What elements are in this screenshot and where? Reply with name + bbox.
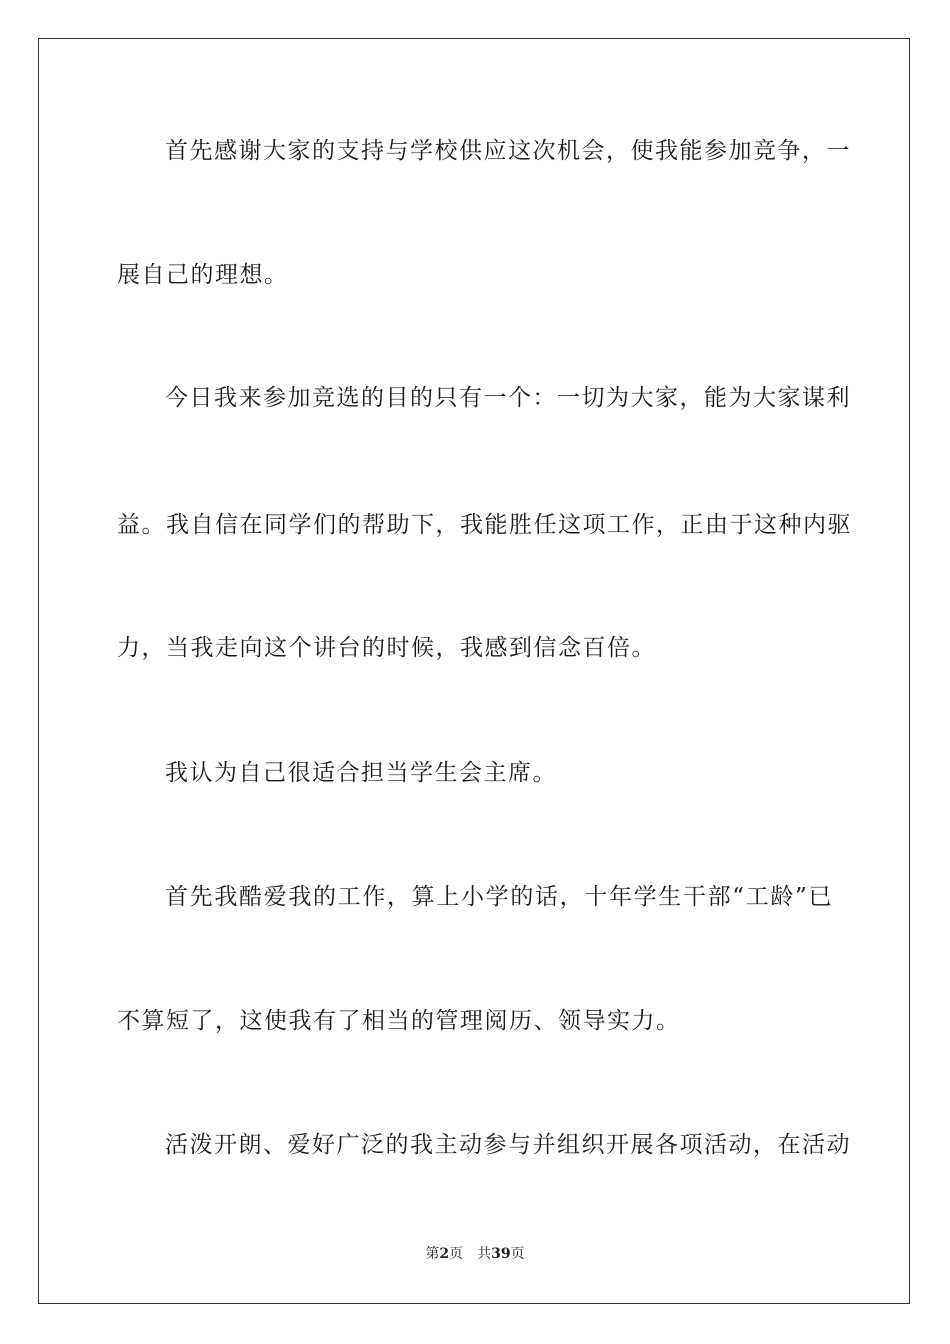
paragraph-line-3: 今日我来参加竞选的目的只有一个：一切为大家，能为大家谋利	[165, 385, 851, 411]
paragraph-line-1: 首先感谢大家的支持与学校供应这次机会，使我能参加竞争，一	[165, 138, 851, 164]
paragraph-line-6: 我认为自己很适合担当学生会主席。	[165, 760, 557, 786]
page-border	[38, 38, 910, 1304]
footer-page-suffix: 页	[449, 1246, 464, 1262]
paragraph-line-7: 首先我酷爱我的工作，算上小学的话，十年学生干部“工龄”已	[165, 884, 833, 910]
paragraph-line-8: 不算短了，这使我有了相当的管理阅历、领导实力。	[117, 1008, 681, 1034]
footer-page-prefix: 第	[425, 1246, 440, 1262]
footer-page-number: 2	[439, 1246, 450, 1262]
page-footer	[0, 1244, 950, 1264]
paragraph-line-2: 展自己的理想。	[117, 262, 289, 288]
footer-total-prefix: 共	[477, 1246, 492, 1262]
footer-total-suffix: 页	[510, 1246, 525, 1262]
footer-total-pages: 39	[491, 1246, 511, 1262]
paragraph-line-5: 力，当我走向这个讲台的时候，我感到信念百倍。	[117, 635, 656, 661]
paragraph-line-9: 活泼开朗、爱好广泛的我主动参与并组织开展各项活动，在活动	[165, 1132, 851, 1158]
paragraph-line-4: 益。我自信在同学们的帮助下，我能胜任这项工作，正由于这种内驱	[117, 512, 852, 538]
